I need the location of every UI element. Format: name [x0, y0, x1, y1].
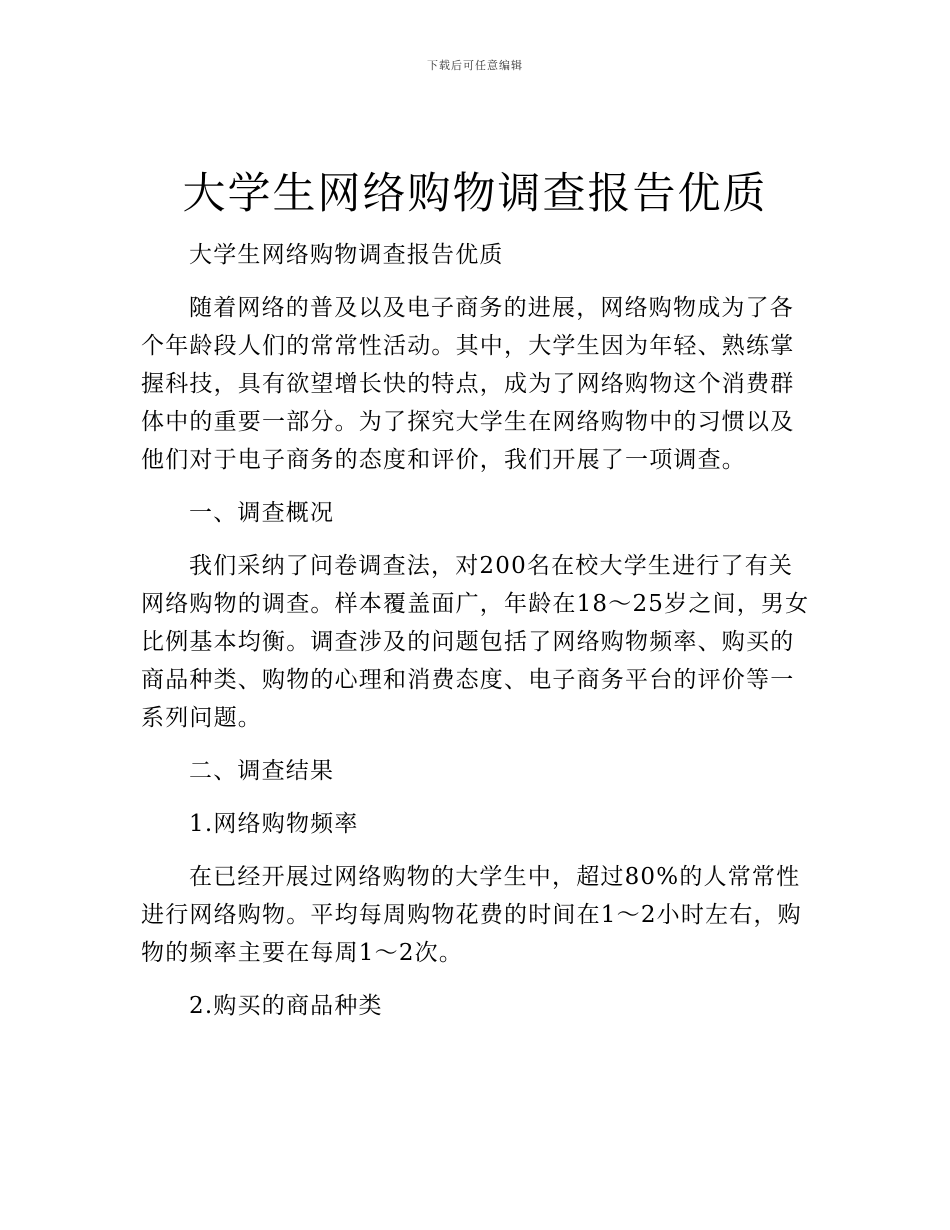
- intro-paragraph: 随着网络的普及以及电子商务的进展，网络购物成为了各个年龄段人们的常常性活动。其中，大学生因为年轻、熟练掌握科技，具有欲望增长快的特点，成为了网络购物这个消费群体中的重要一部分。为了探究大学生在网络购物中的习惯以及他们对于电子商务的态度和评价，我们开展了一项调查。: [141, 295, 795, 473]
- frequency-paragraph: 在已经开展过网络购物的大学生中，超过80%的人常常性进行网络购物。平均每周购物花费的时间在1～2小时左右，购物的频率主要在每周1～2次。: [141, 864, 802, 966]
- section-heading-overview: 一、调查概况: [189, 500, 335, 526]
- overview-paragraph: 我们采纳了问卷调查法，对200名在校大学生进行了有关网络购物的调查。样本覆盖面广，年龄在18～25岁之间，男女比例基本均衡。调查涉及的问题包括了网络购物频率、购买的商品种类、购物的心理和消费态度、电子商务平台的评价等一系列问题。: [141, 553, 810, 731]
- subtitle-paragraph: 大学生网络购物调查报告优质: [189, 242, 504, 268]
- header-note: 下载后可任意编辑: [427, 59, 523, 72]
- document-title: 大学生网络购物调查报告优质: [182, 169, 768, 219]
- subheading-categories: 2.购买的商品种类: [189, 993, 383, 1019]
- section-heading-results: 二、调查结果: [189, 758, 335, 784]
- subheading-frequency: 1.网络购物频率: [189, 811, 359, 837]
- document-body: [141, 236, 813, 1040]
